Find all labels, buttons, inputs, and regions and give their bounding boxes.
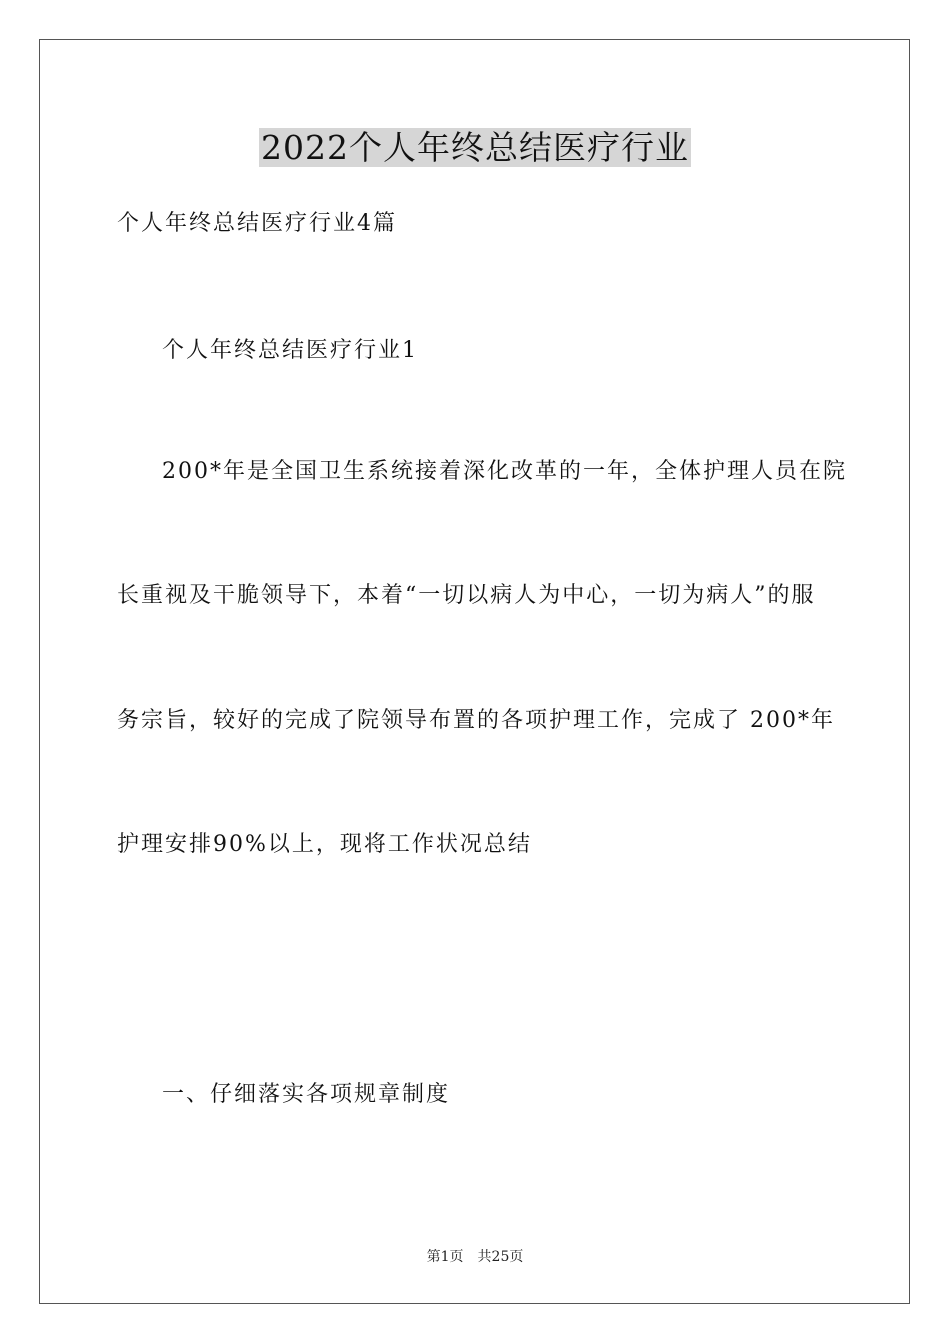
paragraph-line: 护理安排90%以上，现将工作状况总结 [117, 832, 532, 857]
subsection-heading: 一、仔细落实各项规章制度 [162, 1082, 451, 1107]
document-subtitle: 个人年终总结医疗行业4篇 [117, 211, 397, 236]
paragraph-line: 务宗旨，较好的完成了院领导布置的各项护理工作，完成了 200*年 [117, 708, 835, 733]
section-heading: 个人年终总结医疗行业1 [162, 338, 418, 363]
paragraph-line: 长重视及干脆领导下，本着“一切以病人为中心，一切为病人”的服 [117, 583, 816, 608]
paragraph-line: 200*年是全国卫生系统接着深化改革的一年，全体护理人员在院 [162, 459, 847, 484]
page-footer [0, 1248, 950, 1266]
page-total: 共25页 [477, 1249, 524, 1265]
document-title-text: 2022个人年终总结医疗行业 [261, 128, 689, 167]
page-number: 第1页 [426, 1249, 464, 1265]
document-title [0, 126, 950, 170]
